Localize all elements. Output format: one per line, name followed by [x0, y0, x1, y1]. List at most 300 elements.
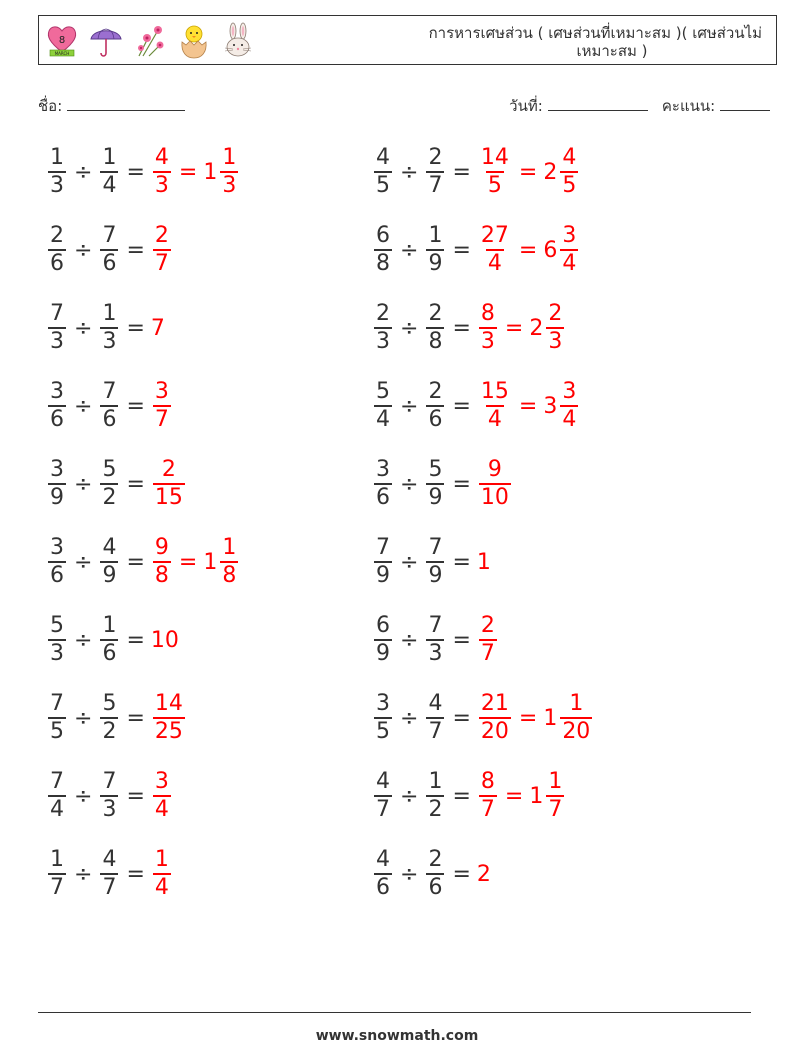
answer-fraction	[153, 769, 171, 823]
problem-13	[46, 610, 179, 670]
footer-url: www.snowmath.com	[315, 1028, 479, 1044]
divide-sign: ÷	[74, 471, 93, 497]
equals-sign: =	[452, 159, 471, 185]
equals-sign: =	[452, 471, 471, 497]
answer-fraction-denominator: 10	[480, 485, 509, 510]
answer-fraction-numerator: 27	[480, 223, 509, 248]
mixed-fraction	[560, 145, 578, 199]
answer	[477, 223, 580, 277]
answer-fraction-numerator: 8	[480, 301, 495, 326]
divisor-fraction-numerator: 5	[428, 457, 443, 482]
mixed-whole: 2	[529, 315, 544, 341]
divisor-fraction	[426, 223, 444, 277]
problem-7	[46, 376, 173, 436]
equals-sign: =	[126, 861, 145, 887]
dividend-fraction	[374, 769, 392, 823]
chick-in-egg-icon	[177, 22, 211, 60]
equals-sign: =	[126, 471, 145, 497]
divide-sign: ÷	[74, 705, 93, 731]
flowers-icon	[133, 22, 167, 60]
answer-fraction-numerator: 3	[154, 769, 169, 794]
divisor-fraction	[100, 535, 118, 589]
divide-sign: ÷	[400, 705, 419, 731]
dividend-fraction-denominator: 6	[376, 485, 390, 510]
answer	[477, 613, 499, 667]
divisor-fraction	[100, 145, 118, 199]
divide-sign: ÷	[400, 861, 419, 887]
divisor-fraction	[426, 847, 444, 901]
divisor-fraction	[100, 613, 118, 667]
divisor-fraction-numerator: 2	[428, 145, 443, 170]
title-line-2: เหมาะสม )	[576, 42, 648, 60]
answer-fraction	[479, 301, 497, 355]
divisor-fraction-numerator: 1	[428, 223, 443, 248]
dividend-fraction-numerator: 5	[376, 379, 390, 404]
dividend-fraction	[48, 535, 66, 589]
divisor-fraction-numerator: 7	[102, 769, 117, 794]
equals-sign: =	[452, 393, 471, 419]
answer-equals-sign: =	[504, 783, 524, 809]
answer-fraction-numerator: 1	[154, 847, 169, 872]
divisor-fraction	[100, 379, 118, 433]
dividend-fraction-denominator: 7	[50, 875, 64, 900]
name-field	[38, 94, 185, 118]
mixed-whole: 1	[203, 549, 218, 575]
divide-sign: ÷	[400, 393, 419, 419]
score-blank[interactable]	[720, 96, 770, 111]
problem-3	[46, 220, 173, 280]
divisor-fraction	[426, 301, 444, 355]
dividend-fraction	[48, 301, 66, 355]
mixed-whole: 1	[529, 783, 544, 809]
answer-fraction-numerator: 2	[161, 457, 176, 482]
answer-fraction	[153, 145, 171, 199]
divisor-fraction-denominator: 8	[428, 329, 443, 354]
divide-sign: ÷	[400, 549, 419, 575]
answer	[151, 379, 173, 433]
answer-equals-sign: =	[178, 549, 198, 575]
answer-fraction-denominator: 25	[154, 719, 183, 744]
divide-sign: ÷	[400, 783, 419, 809]
dividend-fraction-denominator: 3	[50, 329, 64, 354]
mixed-whole: 1	[543, 705, 558, 731]
answer-fraction	[479, 769, 497, 823]
divisor-fraction	[100, 301, 118, 355]
problem-2	[372, 142, 580, 202]
answer-fraction	[153, 457, 185, 511]
dividend-fraction-denominator: 4	[50, 797, 64, 822]
dividend-fraction-denominator: 6	[50, 407, 64, 432]
answer-whole: 10	[150, 627, 179, 653]
dividend-fraction-denominator: 8	[376, 251, 390, 276]
answer-fraction-denominator: 3	[154, 173, 169, 198]
worksheet-title	[382, 24, 762, 60]
dividend-fraction-numerator: 7	[50, 301, 64, 326]
mixed-fraction-denominator: 4	[562, 407, 577, 432]
equals-sign: =	[126, 627, 145, 653]
dividend-fraction	[374, 691, 392, 745]
problem-8	[372, 376, 580, 436]
divisor-fraction-numerator: 7	[428, 535, 443, 560]
answer-fraction	[479, 691, 511, 745]
problem-5	[46, 298, 165, 358]
answer	[151, 316, 165, 341]
divide-sign: ÷	[74, 627, 93, 653]
dividend-fraction-numerator: 7	[50, 691, 64, 716]
problem-10	[372, 454, 513, 514]
divide-sign: ÷	[400, 471, 419, 497]
dividend-fraction-denominator: 9	[376, 563, 390, 588]
equals-sign: =	[126, 159, 145, 185]
dividend-fraction-numerator: 1	[50, 145, 64, 170]
answer-fraction-numerator: 9	[487, 457, 502, 482]
answer	[151, 535, 240, 589]
mixed-fraction	[560, 691, 592, 745]
equals-sign: =	[452, 549, 471, 575]
answer	[151, 223, 173, 277]
divisor-fraction	[100, 223, 118, 277]
problem-11	[46, 532, 240, 592]
dividend-fraction	[48, 691, 66, 745]
problem-18	[372, 766, 566, 826]
problem-12	[372, 532, 491, 592]
dividend-fraction-denominator: 4	[376, 407, 390, 432]
dividend-fraction	[48, 145, 66, 199]
divisor-fraction-numerator: 4	[102, 847, 117, 872]
divide-sign: ÷	[74, 783, 93, 809]
answer-fraction-denominator: 4	[487, 251, 502, 276]
dividend-fraction-denominator: 9	[50, 485, 64, 510]
problem-15	[46, 688, 187, 748]
answer-fraction-numerator: 14	[480, 145, 509, 170]
mixed-fraction-numerator: 2	[548, 301, 563, 326]
problem-1	[46, 142, 240, 202]
divisor-fraction-denominator: 9	[428, 251, 443, 276]
divide-sign: ÷	[74, 159, 93, 185]
answer	[151, 457, 187, 511]
answer	[477, 301, 566, 355]
mixed-fraction-denominator: 3	[548, 329, 563, 354]
mixed-fraction	[546, 301, 564, 355]
dividend-fraction	[374, 223, 392, 277]
answer-equals-sign: =	[518, 159, 538, 185]
divisor-fraction-numerator: 2	[428, 847, 443, 872]
mixed-whole: 2	[543, 159, 558, 185]
answer-equals-sign: =	[504, 315, 524, 341]
bunny-icon	[221, 22, 255, 60]
dividend-fraction-numerator: 3	[376, 691, 390, 716]
dividend-fraction	[374, 145, 392, 199]
dividend-fraction-denominator: 6	[50, 251, 64, 276]
problem-4	[372, 220, 580, 280]
divisor-fraction-denominator: 6	[102, 407, 117, 432]
problem-9	[46, 454, 187, 514]
divisor-fraction-denominator: 9	[102, 563, 117, 588]
dividend-fraction-numerator: 4	[376, 145, 390, 170]
answer-fraction	[153, 223, 171, 277]
answer-fraction-numerator: 15	[480, 379, 509, 404]
divisor-fraction-numerator: 2	[428, 379, 443, 404]
divisor-fraction	[100, 457, 118, 511]
mixed-fraction-numerator: 3	[562, 223, 577, 248]
answer-fraction	[153, 847, 171, 901]
answer-fraction-numerator: 2	[480, 613, 495, 638]
dividend-fraction-numerator: 1	[50, 847, 64, 872]
answer-equals-sign: =	[518, 237, 538, 263]
divisor-fraction-numerator: 7	[102, 379, 117, 404]
answer-fraction-denominator: 7	[480, 797, 495, 822]
answer-whole: 7	[150, 315, 165, 341]
heart-number: 8	[58, 35, 66, 46]
divisor-fraction	[426, 613, 444, 667]
name-blank[interactable]	[67, 96, 185, 111]
answer-equals-sign: =	[518, 705, 538, 731]
answer-fraction-numerator: 3	[154, 379, 169, 404]
divisor-fraction-denominator: 4	[102, 173, 117, 198]
dividend-fraction	[374, 457, 392, 511]
answer	[151, 769, 173, 823]
answer-fraction-numerator: 14	[154, 691, 183, 716]
answer-fraction	[479, 613, 497, 667]
answer-fraction-denominator: 3	[480, 329, 495, 354]
divisor-fraction	[426, 691, 444, 745]
divisor-fraction-denominator: 3	[102, 797, 117, 822]
divisor-fraction-denominator: 6	[428, 407, 443, 432]
mixed-fraction-numerator: 1	[222, 145, 237, 170]
mixed-whole: 1	[203, 159, 218, 185]
mixed-fraction-denominator: 20	[562, 719, 591, 744]
divisor-fraction-numerator: 7	[102, 223, 117, 248]
divisor-fraction-numerator: 1	[102, 613, 117, 638]
dividend-fraction-numerator: 7	[376, 535, 390, 560]
divisor-fraction-numerator: 5	[102, 691, 117, 716]
divisor-fraction-denominator: 3	[428, 641, 443, 666]
equals-sign: =	[452, 783, 471, 809]
dividend-fraction-denominator: 3	[50, 173, 64, 198]
divide-sign: ÷	[74, 549, 93, 575]
answer-fraction-denominator: 5	[487, 173, 502, 198]
equals-sign: =	[126, 705, 145, 731]
divisor-fraction-denominator: 7	[428, 719, 443, 744]
answer-equals-sign: =	[518, 393, 538, 419]
equals-sign: =	[126, 315, 145, 341]
problem-19	[46, 844, 173, 904]
equals-sign: =	[126, 393, 145, 419]
answer-fraction-denominator: 7	[154, 407, 169, 432]
answer-fraction	[479, 145, 511, 199]
equals-sign: =	[452, 237, 471, 263]
divisor-fraction-numerator: 1	[102, 301, 117, 326]
answer-fraction-numerator: 8	[480, 769, 495, 794]
mixed-fraction-denominator: 4	[562, 251, 577, 276]
divisor-fraction-numerator: 7	[428, 613, 443, 638]
answer-fraction-denominator: 4	[154, 875, 169, 900]
dividend-fraction-numerator: 2	[376, 301, 390, 326]
mixed-fraction-numerator: 1	[222, 535, 237, 560]
dividend-fraction-numerator: 2	[50, 223, 64, 248]
mixed-fraction-denominator: 8	[222, 563, 237, 588]
problem-14	[372, 610, 499, 670]
worksheet-header	[38, 15, 777, 65]
divisor-fraction-denominator: 9	[428, 563, 443, 588]
heart-ribbon-text: MARCH	[54, 51, 70, 56]
answer-fraction-denominator: 8	[154, 563, 169, 588]
answer-fraction-numerator: 9	[154, 535, 169, 560]
divisor-fraction-numerator: 1	[428, 769, 443, 794]
answer	[151, 847, 173, 901]
dividend-fraction-numerator: 3	[50, 457, 64, 482]
divisor-fraction-numerator: 1	[102, 145, 117, 170]
answer-fraction	[153, 535, 171, 589]
mixed-fraction	[560, 379, 578, 433]
dividend-fraction-numerator: 6	[376, 223, 390, 248]
dividend-fraction-numerator: 7	[50, 769, 64, 794]
divide-sign: ÷	[74, 861, 93, 887]
divide-sign: ÷	[400, 315, 419, 341]
answer-whole: 1	[476, 549, 491, 575]
mixed-whole: 3	[543, 393, 558, 419]
dividend-fraction	[48, 379, 66, 433]
problem-16	[372, 688, 594, 748]
answer	[477, 550, 491, 575]
answer-fraction-numerator: 21	[480, 691, 509, 716]
problem-20	[372, 844, 491, 904]
dividend-fraction	[374, 535, 392, 589]
equals-sign: =	[126, 783, 145, 809]
answer	[477, 862, 491, 887]
dividend-fraction	[374, 301, 392, 355]
answer-fraction-numerator: 2	[154, 223, 169, 248]
divide-sign: ÷	[74, 237, 93, 263]
divisor-fraction-denominator: 6	[102, 641, 117, 666]
dividend-fraction-numerator: 3	[50, 535, 64, 560]
answer	[151, 691, 187, 745]
dividend-fraction	[374, 379, 392, 433]
answer-equals-sign: =	[178, 159, 198, 185]
divisor-fraction-denominator: 2	[428, 797, 443, 822]
divisor-fraction-numerator: 5	[102, 457, 117, 482]
divisor-fraction-denominator: 9	[428, 485, 443, 510]
dividend-fraction	[48, 457, 66, 511]
dividend-fraction-numerator: 5	[50, 613, 64, 638]
problem-17	[46, 766, 173, 826]
dividend-fraction-denominator: 3	[50, 641, 64, 666]
divisor-fraction	[426, 457, 444, 511]
mixed-whole: 6	[543, 237, 558, 263]
divisor-fraction	[100, 691, 118, 745]
date-label: วันที่:	[509, 97, 543, 115]
divisor-fraction-denominator: 2	[102, 719, 117, 744]
dividend-fraction	[48, 847, 66, 901]
icon-strip	[45, 20, 255, 62]
divide-sign: ÷	[400, 159, 419, 185]
dividend-fraction	[48, 613, 66, 667]
answer-fraction	[153, 379, 171, 433]
mixed-fraction-numerator: 4	[562, 145, 577, 170]
divisor-fraction-denominator: 7	[428, 173, 443, 198]
mixed-fraction	[560, 223, 578, 277]
divisor-fraction-numerator: 2	[428, 301, 443, 326]
mixed-fraction-numerator: 1	[548, 769, 563, 794]
dividend-fraction-denominator: 5	[50, 719, 64, 744]
answer-fraction-denominator: 7	[154, 251, 169, 276]
answer-fraction-denominator: 15	[154, 485, 183, 510]
answer-fraction-numerator: 4	[154, 145, 169, 170]
divisor-fraction-denominator: 2	[102, 485, 117, 510]
answer-fraction	[479, 223, 511, 277]
answer	[151, 628, 179, 653]
mixed-fraction-denominator: 7	[548, 797, 563, 822]
divisor-fraction-denominator: 6	[102, 251, 117, 276]
dividend-fraction-numerator: 3	[376, 457, 390, 482]
answer	[477, 769, 566, 823]
divisor-fraction	[426, 145, 444, 199]
equals-sign: =	[452, 861, 471, 887]
answer-fraction-denominator: 4	[154, 797, 169, 822]
divide-sign: ÷	[74, 393, 93, 419]
dividend-fraction-denominator: 9	[376, 641, 390, 666]
mixed-fraction-denominator: 5	[562, 173, 577, 198]
divisor-fraction	[100, 769, 118, 823]
mixed-fraction	[546, 769, 564, 823]
divisor-fraction	[426, 769, 444, 823]
mixed-fraction	[220, 535, 238, 589]
divisor-fraction-denominator: 6	[428, 875, 443, 900]
divisor-fraction-denominator: 3	[102, 329, 117, 354]
answer	[151, 145, 240, 199]
divide-sign: ÷	[400, 627, 419, 653]
dividend-fraction-denominator: 5	[376, 719, 390, 744]
dividend-fraction-numerator: 4	[376, 847, 390, 872]
divisor-fraction-denominator: 7	[102, 875, 117, 900]
date-score-fields	[509, 94, 770, 118]
equals-sign: =	[452, 705, 471, 731]
problem-6	[372, 298, 566, 358]
mixed-fraction-denominator: 3	[222, 173, 237, 198]
answer	[477, 379, 580, 433]
answer	[477, 691, 594, 745]
dividend-fraction-numerator: 3	[50, 379, 64, 404]
answer	[477, 457, 513, 511]
answer-fraction	[479, 379, 511, 433]
answer-fraction-denominator: 4	[487, 407, 502, 432]
dividend-fraction-denominator: 5	[376, 173, 390, 198]
answer-fraction-denominator: 20	[480, 719, 509, 744]
equals-sign: =	[126, 549, 145, 575]
score-label: คะแนน:	[661, 97, 716, 115]
heart-calendar-icon	[45, 22, 79, 60]
dividend-fraction	[374, 613, 392, 667]
dividend-fraction-numerator: 6	[376, 613, 390, 638]
dividend-fraction-numerator: 4	[376, 769, 390, 794]
equals-sign: =	[126, 237, 145, 263]
answer	[477, 145, 580, 199]
divisor-fraction-numerator: 4	[428, 691, 443, 716]
footer-divider	[38, 1012, 751, 1013]
dividend-fraction	[48, 769, 66, 823]
dividend-fraction	[48, 223, 66, 277]
dividend-fraction-denominator: 6	[50, 563, 64, 588]
divide-sign: ÷	[74, 315, 93, 341]
dividend-fraction-denominator: 3	[376, 329, 390, 354]
title-line-1: การหารเศษส่วน ( เศษส่วนที่เหมาะสม )( เศษส่วนไม่	[428, 24, 762, 42]
umbrella-icon	[89, 22, 123, 60]
equals-sign: =	[452, 627, 471, 653]
date-blank[interactable]	[548, 96, 648, 111]
mixed-fraction-numerator: 1	[569, 691, 584, 716]
mixed-fraction-numerator: 3	[562, 379, 577, 404]
answer-fraction-denominator: 7	[480, 641, 495, 666]
